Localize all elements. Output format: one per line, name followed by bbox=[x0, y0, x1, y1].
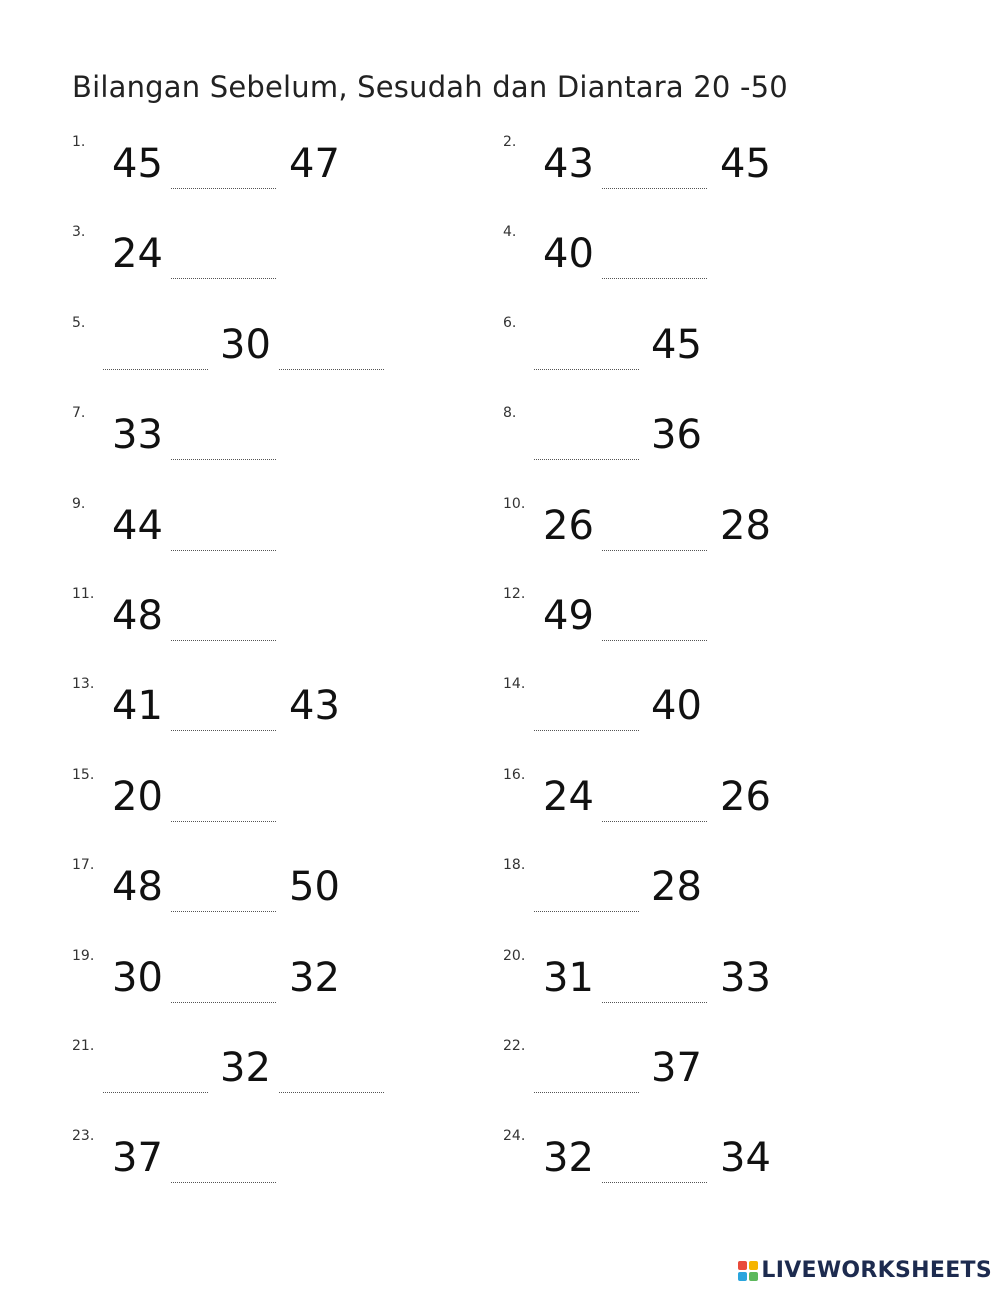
exercise-number: 16. bbox=[503, 767, 526, 783]
exercise-number: 18. bbox=[503, 857, 526, 873]
exercise-item bbox=[503, 224, 933, 314]
answer-blank bbox=[171, 1182, 276, 1183]
given-number: 49 bbox=[543, 593, 594, 639]
exercise-item bbox=[503, 586, 933, 676]
answer-input[interactable] bbox=[279, 1053, 388, 1093]
given-number: 45 bbox=[651, 322, 702, 368]
given-number: 50 bbox=[289, 864, 340, 910]
answer-input[interactable] bbox=[171, 511, 280, 551]
answer-blank bbox=[534, 459, 639, 460]
answer-input[interactable] bbox=[602, 601, 711, 641]
exercise-number: 21. bbox=[72, 1038, 95, 1054]
answer-blank bbox=[171, 459, 276, 460]
answer-input[interactable] bbox=[279, 330, 388, 370]
exercise-item bbox=[503, 767, 933, 857]
answer-blank bbox=[602, 1002, 707, 1003]
given-number: 28 bbox=[651, 864, 702, 910]
given-number: 47 bbox=[289, 141, 340, 187]
exercise-item bbox=[72, 586, 502, 676]
given-number: 41 bbox=[112, 683, 163, 729]
exercise-number: 4. bbox=[503, 224, 517, 240]
exercise-number: 8. bbox=[503, 405, 517, 421]
given-number: 36 bbox=[651, 412, 702, 458]
answer-blank bbox=[602, 550, 707, 551]
answer-input[interactable] bbox=[171, 149, 280, 189]
logo-square bbox=[738, 1261, 747, 1270]
given-number: 48 bbox=[112, 593, 163, 639]
answer-input[interactable] bbox=[602, 1143, 711, 1183]
exercise-item bbox=[503, 676, 933, 766]
answer-input[interactable] bbox=[602, 963, 711, 1003]
answer-input[interactable] bbox=[171, 782, 280, 822]
answer-blank bbox=[171, 278, 276, 279]
brand-name: LIVEWORKSHEETS bbox=[761, 1258, 992, 1283]
exercise-number: 2. bbox=[503, 134, 517, 150]
given-number: 32 bbox=[289, 955, 340, 1001]
given-number: 30 bbox=[112, 955, 163, 1001]
given-number: 40 bbox=[543, 231, 594, 277]
exercise-number: 15. bbox=[72, 767, 95, 783]
given-number: 26 bbox=[543, 503, 594, 549]
given-number: 43 bbox=[289, 683, 340, 729]
answer-blank bbox=[103, 1092, 208, 1093]
answer-input[interactable] bbox=[171, 963, 280, 1003]
given-number: 24 bbox=[112, 231, 163, 277]
exercise-item bbox=[72, 224, 502, 314]
answer-input[interactable] bbox=[171, 872, 280, 912]
answer-input[interactable] bbox=[103, 330, 212, 370]
given-number: 40 bbox=[651, 683, 702, 729]
exercise-item bbox=[72, 948, 502, 1038]
answer-input[interactable] bbox=[602, 149, 711, 189]
given-number: 28 bbox=[720, 503, 771, 549]
answer-blank bbox=[602, 640, 707, 641]
exercise-item bbox=[72, 676, 502, 766]
answer-input[interactable] bbox=[171, 691, 280, 731]
given-number: 43 bbox=[543, 141, 594, 187]
answer-input[interactable] bbox=[602, 782, 711, 822]
logo-square bbox=[749, 1272, 758, 1281]
answer-blank bbox=[103, 369, 208, 370]
exercise-item bbox=[503, 134, 933, 224]
answer-blank bbox=[171, 640, 276, 641]
answer-input[interactable] bbox=[171, 1143, 280, 1183]
exercise-item bbox=[72, 405, 502, 495]
worksheet-title: Bilangan Sebelum, Sesudah dan Diantara 20 -50 bbox=[72, 70, 788, 104]
answer-input[interactable] bbox=[534, 420, 643, 460]
exercise-number: 14. bbox=[503, 676, 526, 692]
given-number: 31 bbox=[543, 955, 594, 1001]
exercise-number: 24. bbox=[503, 1128, 526, 1144]
answer-blank bbox=[171, 821, 276, 822]
answer-blank bbox=[602, 1182, 707, 1183]
answer-blank bbox=[534, 911, 639, 912]
exercise-item bbox=[503, 496, 933, 586]
answer-input[interactable] bbox=[534, 691, 643, 731]
given-number: 33 bbox=[112, 412, 163, 458]
exercise-number: 9. bbox=[72, 496, 86, 512]
exercise-number: 17. bbox=[72, 857, 95, 873]
given-number: 37 bbox=[651, 1045, 702, 1091]
exercise-number: 13. bbox=[72, 676, 95, 692]
exercise-number: 3. bbox=[72, 224, 86, 240]
answer-blank bbox=[279, 369, 384, 370]
exercise-item bbox=[72, 1038, 502, 1128]
given-number: 45 bbox=[720, 141, 771, 187]
given-number: 44 bbox=[112, 503, 163, 549]
answer-input[interactable] bbox=[602, 511, 711, 551]
exercise-number: 20. bbox=[503, 948, 526, 964]
exercise-number: 10. bbox=[503, 496, 526, 512]
given-number: 34 bbox=[720, 1135, 771, 1181]
answer-input[interactable] bbox=[171, 239, 280, 279]
exercise-number: 7. bbox=[72, 405, 86, 421]
answer-blank bbox=[171, 550, 276, 551]
answer-blank bbox=[602, 278, 707, 279]
exercise-item bbox=[72, 767, 502, 857]
exercise-item bbox=[503, 315, 933, 405]
exercise-number: 23. bbox=[72, 1128, 95, 1144]
answer-blank bbox=[534, 1092, 639, 1093]
answer-blank bbox=[171, 188, 276, 189]
answer-blank bbox=[534, 369, 639, 370]
given-number: 32 bbox=[220, 1045, 271, 1091]
exercise-number: 19. bbox=[72, 948, 95, 964]
given-number: 20 bbox=[112, 774, 163, 820]
exercise-item bbox=[72, 857, 502, 947]
answer-blank bbox=[171, 1002, 276, 1003]
exercise-item bbox=[503, 857, 933, 947]
exercise-item bbox=[72, 496, 502, 586]
logo-square bbox=[749, 1261, 758, 1270]
given-number: 24 bbox=[543, 774, 594, 820]
exercise-item bbox=[72, 315, 502, 405]
exercise-item bbox=[503, 1128, 933, 1218]
answer-input[interactable] bbox=[534, 1053, 643, 1093]
exercise-number: 6. bbox=[503, 315, 517, 331]
exercise-item bbox=[72, 1128, 502, 1218]
logo-square bbox=[738, 1272, 747, 1281]
answer-blank bbox=[171, 911, 276, 912]
answer-input[interactable] bbox=[103, 1053, 212, 1093]
given-number: 48 bbox=[112, 864, 163, 910]
answer-input[interactable] bbox=[534, 330, 643, 370]
logo-mark-icon bbox=[738, 1261, 758, 1281]
exercise-item bbox=[503, 405, 933, 495]
exercise-number: 22. bbox=[503, 1038, 526, 1054]
liveworksheets-logo bbox=[738, 1258, 992, 1283]
exercise-item bbox=[72, 134, 502, 224]
given-number: 37 bbox=[112, 1135, 163, 1181]
answer-blank bbox=[534, 730, 639, 731]
answer-blank bbox=[602, 821, 707, 822]
answer-input[interactable] bbox=[171, 601, 280, 641]
given-number: 33 bbox=[720, 955, 771, 1001]
answer-input[interactable] bbox=[534, 872, 643, 912]
exercise-item bbox=[503, 948, 933, 1038]
exercise-number: 11. bbox=[72, 586, 95, 602]
answer-blank bbox=[602, 188, 707, 189]
answer-blank bbox=[279, 1092, 384, 1093]
given-number: 45 bbox=[112, 141, 163, 187]
exercise-number: 1. bbox=[72, 134, 86, 150]
given-number: 26 bbox=[720, 774, 771, 820]
given-number: 32 bbox=[543, 1135, 594, 1181]
given-number: 30 bbox=[220, 322, 271, 368]
exercise-number: 12. bbox=[503, 586, 526, 602]
answer-blank bbox=[171, 730, 276, 731]
answer-input[interactable] bbox=[171, 420, 280, 460]
exercise-number: 5. bbox=[72, 315, 86, 331]
exercise-item bbox=[503, 1038, 933, 1128]
answer-input[interactable] bbox=[602, 239, 711, 279]
